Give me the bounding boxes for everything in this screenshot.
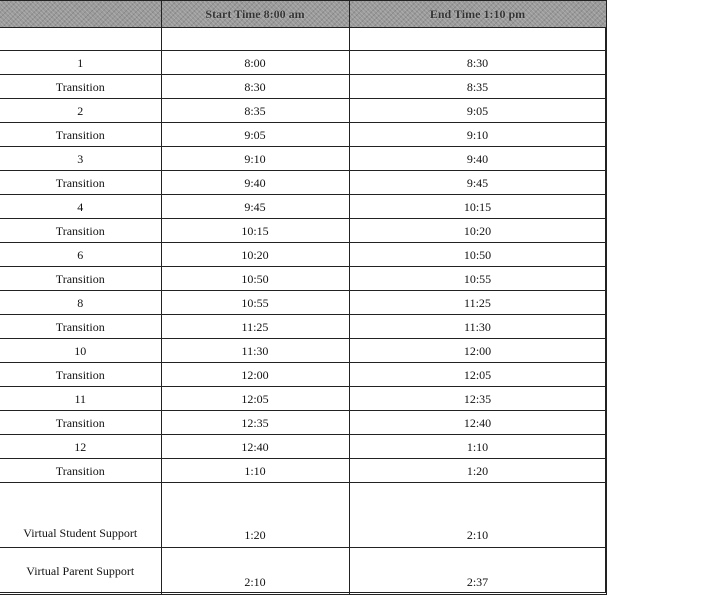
- end-time-cell: 12:35: [349, 387, 606, 411]
- end-time-cell: 2:37: [349, 548, 606, 595]
- end-time-cell: 9:45: [349, 171, 606, 195]
- start-time-cell: 8:35: [161, 99, 349, 123]
- start-time-cell: 10:20: [161, 243, 349, 267]
- header-period-cell: [0, 1, 161, 28]
- period-cell: Virtual Parent Support: [0, 548, 161, 595]
- start-time-cell: 1:20: [161, 483, 349, 548]
- end-time-cell: 10:15: [349, 195, 606, 219]
- table-row: [0, 171, 606, 195]
- table-row: [0, 75, 606, 99]
- table-row: [0, 363, 606, 387]
- period-cell: Transition: [0, 267, 161, 291]
- period-cell: 2: [0, 99, 161, 123]
- start-time-cell: 9:10: [161, 147, 349, 171]
- start-time-cell: 9:40: [161, 171, 349, 195]
- period-cell: 12: [0, 435, 161, 459]
- blank-row: [0, 28, 606, 51]
- start-time-cell: 8:00: [161, 51, 349, 75]
- end-time-cell: 11:25: [349, 291, 606, 315]
- period-cell: 4: [0, 195, 161, 219]
- table-row: [0, 411, 606, 435]
- table-row: [0, 548, 606, 595]
- table-row: [0, 267, 606, 291]
- table-row: [0, 195, 606, 219]
- period-cell: 10: [0, 339, 161, 363]
- start-time-cell: 9:05: [161, 123, 349, 147]
- period-cell: Transition: [0, 219, 161, 243]
- start-time-cell: 12:00: [161, 363, 349, 387]
- start-time-cell: 11:30: [161, 339, 349, 363]
- end-time-cell: 12:05: [349, 363, 606, 387]
- period-cell: Transition: [0, 363, 161, 387]
- period-cell: Transition: [0, 411, 161, 435]
- period-cell: Transition: [0, 123, 161, 147]
- table-row: [0, 291, 606, 315]
- blank-cell: [349, 28, 606, 51]
- end-time-cell: 9:05: [349, 99, 606, 123]
- period-cell: 6: [0, 243, 161, 267]
- period-cell: Transition: [0, 171, 161, 195]
- table-row: [0, 339, 606, 363]
- blank-cell: [161, 28, 349, 51]
- period-cell: Virtual Student Support: [0, 483, 161, 548]
- start-time-cell: 9:45: [161, 195, 349, 219]
- period-cell: Transition: [0, 315, 161, 339]
- end-time-cell: 1:10: [349, 435, 606, 459]
- start-time-cell: 1:10: [161, 459, 349, 483]
- end-time-cell: 12:40: [349, 411, 606, 435]
- end-time-cell: 2:10: [349, 483, 606, 548]
- period-cell: 11: [0, 387, 161, 411]
- end-time-cell: 10:50: [349, 243, 606, 267]
- table-row: [0, 147, 606, 171]
- table-row: [0, 51, 606, 75]
- header-end-time: End Time 1:10 pm: [349, 1, 606, 28]
- table-row: [0, 483, 606, 548]
- period-cell: Transition: [0, 75, 161, 99]
- start-time-cell: 10:50: [161, 267, 349, 291]
- table-row: [0, 387, 606, 411]
- period-cell: Transition: [0, 459, 161, 483]
- header-row: [0, 1, 606, 28]
- end-time-cell: 1:20: [349, 459, 606, 483]
- table-row: [0, 219, 606, 243]
- table-row: [0, 459, 606, 483]
- table-row: [0, 315, 606, 339]
- start-time-cell: 10:15: [161, 219, 349, 243]
- start-time-cell: 12:35: [161, 411, 349, 435]
- end-time-cell: 8:30: [349, 51, 606, 75]
- end-time-cell: 9:40: [349, 147, 606, 171]
- period-cell: 3: [0, 147, 161, 171]
- start-time-cell: 2:10: [161, 548, 349, 595]
- end-time-cell: 12:00: [349, 339, 606, 363]
- table-row: [0, 99, 606, 123]
- blank-cell: [0, 28, 161, 51]
- start-time-cell: 8:30: [161, 75, 349, 99]
- start-time-cell: 10:55: [161, 291, 349, 315]
- table-row: [0, 123, 606, 147]
- period-cell: 8: [0, 291, 161, 315]
- table-row: [0, 435, 606, 459]
- end-time-cell: 10:55: [349, 267, 606, 291]
- end-time-cell: 11:30: [349, 315, 606, 339]
- end-time-cell: 10:20: [349, 219, 606, 243]
- table-row: [0, 243, 606, 267]
- period-cell: 1: [0, 51, 161, 75]
- start-time-cell: 11:25: [161, 315, 349, 339]
- end-time-cell: 8:35: [349, 75, 606, 99]
- header-start-time: Start Time 8:00 am: [161, 1, 349, 28]
- start-time-cell: 12:40: [161, 435, 349, 459]
- end-time-cell: 9:10: [349, 123, 606, 147]
- start-time-cell: 12:05: [161, 387, 349, 411]
